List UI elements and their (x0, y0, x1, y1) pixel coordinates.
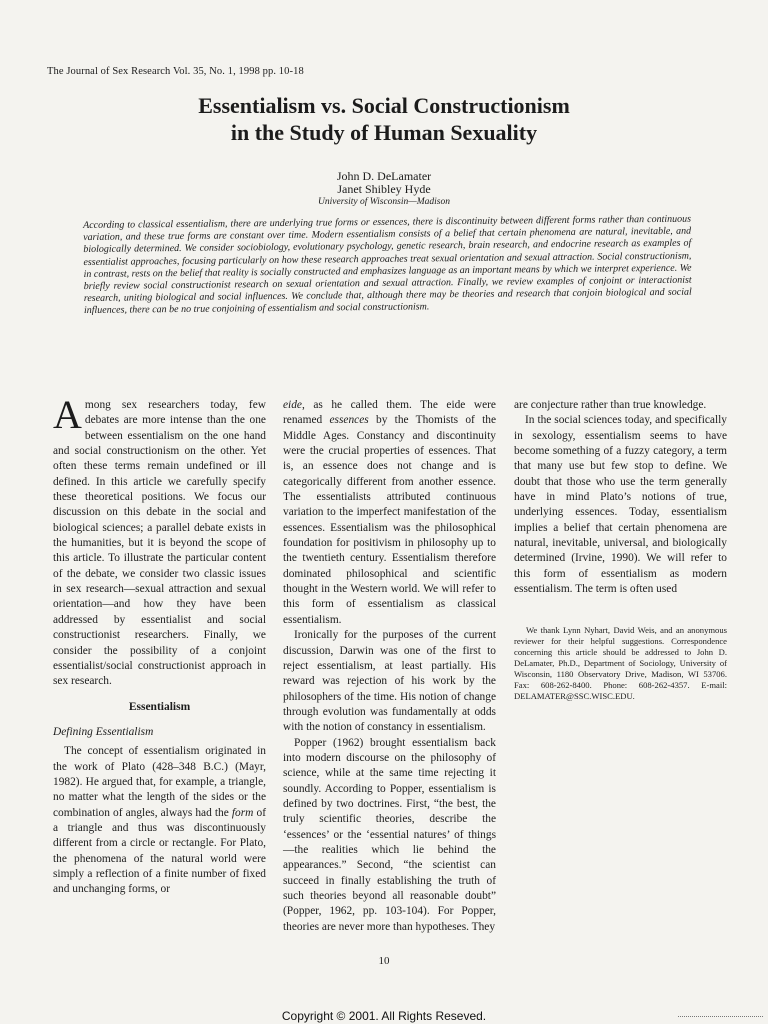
footnote (514, 625, 727, 702)
column-2 (283, 398, 496, 935)
page-number: 10 (378, 955, 390, 967)
eide-term: eide (283, 399, 302, 411)
article-title (60, 92, 708, 146)
popper-continued: are conjecture rather than true knowledge. (514, 399, 707, 411)
plato-continued (283, 398, 496, 628)
footnote-text: We thank Lynn Nyhart, David Weis, and an anonymous reviewer for their helpful suggestions. Correspondence concerning this article should be addressed to John D. DeLamater, Ph.D., Department of Sociology, University of Wisconsin, 1180 Observatory Drive, Madison, WI 53706. Fax: 608-262-8400. Phone: 608-262-4357. E-mail: DELAMATER@SSC.WISC.EDU. (514, 625, 727, 702)
intro-paragraph (53, 392, 266, 690)
section-heading: Essentialism (128, 700, 191, 713)
form-term: form (231, 806, 254, 819)
running-head: The Journal of Sex Research Vol. 35, No. 1, 1998 pp. 10-18 (47, 66, 304, 77)
abstract: According to classical essentialism, there are underlying true forms or essences, there is discontinuity between different forms rather than continuous variation, and these true forms are constant over time. Modern essentialism consists of a belief that certain phenomena are natural, inevitable, and biologically determined. We consider sociobiology, evolutionary psychology, genetic research, brain research, and endocrine research as examples of essentialist approaches, focusing particularly on how these research approaches treat sexual orientation and sexual attraction. Social constructionism, in contrast, rests on the belief that reality is socially constructed and emphasizes language as an important means by which we interpret experience. We briefly review social constructionist research on sexual orientation and sexual attraction. Finally, we review examples of conjoint or interactionist research, uniting biological and social influences. We conclude that, although there may be theories and research that conjoin biological and social influences, there can be no true conjoining of essentialism and social constructionism. (83, 213, 692, 317)
plato-text-d: by the Thomists of the Middle Ages. Constancy and discontinuity were the crucial properties of essences. That is, an essence does not change and is categorically different from another essence. The essentialists attributed continuous variation to the imperfect manifestation of the essences. Essentialism was the philosophical foundation for positivism in philosophy up to the twentieth century. Essentialism therefore dominated philosophical and scientific thought in the Western world. We will refer to this form of essentialism as classical essentialism. (283, 414, 497, 626)
author-2: Janet Shibley Hyde (337, 182, 431, 196)
column-3 (514, 398, 727, 702)
title-line-2: in the Study of Human Sexuality (230, 120, 538, 145)
modern-essentialism-paragraph: In the social sciences today, and specifically in sexology, essentialism seems to have become something of a fuzzy category, a term that many use but few stop to define. We doubt that those who use the term generally have in mind Plato’s notions of true, underlying essences. Today, essentialism implies a belief that certain phenomena are natural, inevitable, universal, and biologically determined (Irvine, 1990). We will refer to this form of essentialism as modern essentialism. The term is often used (514, 414, 727, 596)
copyright-notice: Copyright © 2001. All Rights Reseved. (281, 1009, 487, 1023)
drop-cap: A (53, 392, 82, 437)
affiliation: University of Wisconsin—Madison (318, 197, 450, 207)
plato-paragraph (53, 744, 266, 897)
plato-text-a: The concept of essentialism originated in the work of Plato (428–348 B.C.) (Mayr, 1982). He argued that, for example, a triangle, no matter what the length of the sides or the combination of angles, always had the (53, 745, 266, 819)
plato-text-b: of a triangle and thus was discontinuously different from a circle or rectangle. For Plato, the phenomena of the natural world were simply a reflection of a finite number of fixed and unchanging forms, or (53, 806, 266, 896)
subsection-heading: Defining Essentialism (53, 725, 154, 738)
popper-paragraph: Popper (1962) brought essentialism back into modern discourse on the philosophy of science, while at the same time rejecting it soundly. According to Popper, essentialism is defined by two doctrines. First, “the best, the truly scientific theories, describe the ‘essences’ or the ‘essential natures’ of things—the realities which lie behind the appearances.” Second, “the scientist can succeed in finally establishing the truth of such theories beyond all reasonable doubt” (Popper, 1962, pp. 103-104). For Popper, theories are never more than hypotheses. They (283, 736, 496, 933)
author-block (60, 170, 708, 209)
column-1 (53, 392, 266, 898)
intro-text: mong sex researchers today, few debates are more intense than the one between essentialism on the one hand and social constructionism on the other. Yet often these terms remain undefined or ill defined. In this article we carefully specify these theoretical positions. We focus our discussion on this debate in the social and biological sciences; a parallel debate exists in the humanities, but it is beyond the scope of this article. To illustrate the particular content of the debate, we consider two classic issues in sex research—sexual attraction and sexual orientation—and how they have been addressed by essentialist and social constructionist researchers. Finally, we consider the possibility of a conjoint essentialist/social constructionist approach in sex research. (53, 399, 266, 688)
author-1: John D. DeLamater (336, 169, 432, 183)
darwin-paragraph: Ironically for the purposes of the current discussion, Darwin was one of the first to reject essentialism, at least partially. His reward was rejection of his work by the philosophers of the time. His notion of change through evolution was fundamentally at odds with the notion of constancy in essentialism. (283, 629, 496, 734)
essences-term: essences (329, 414, 369, 427)
dotted-rule (678, 1016, 763, 1020)
title-line-1: Essentialism vs. Social Constructionism (198, 93, 570, 118)
plato-text-c: , as he called them. The eide were renamed (283, 399, 496, 427)
